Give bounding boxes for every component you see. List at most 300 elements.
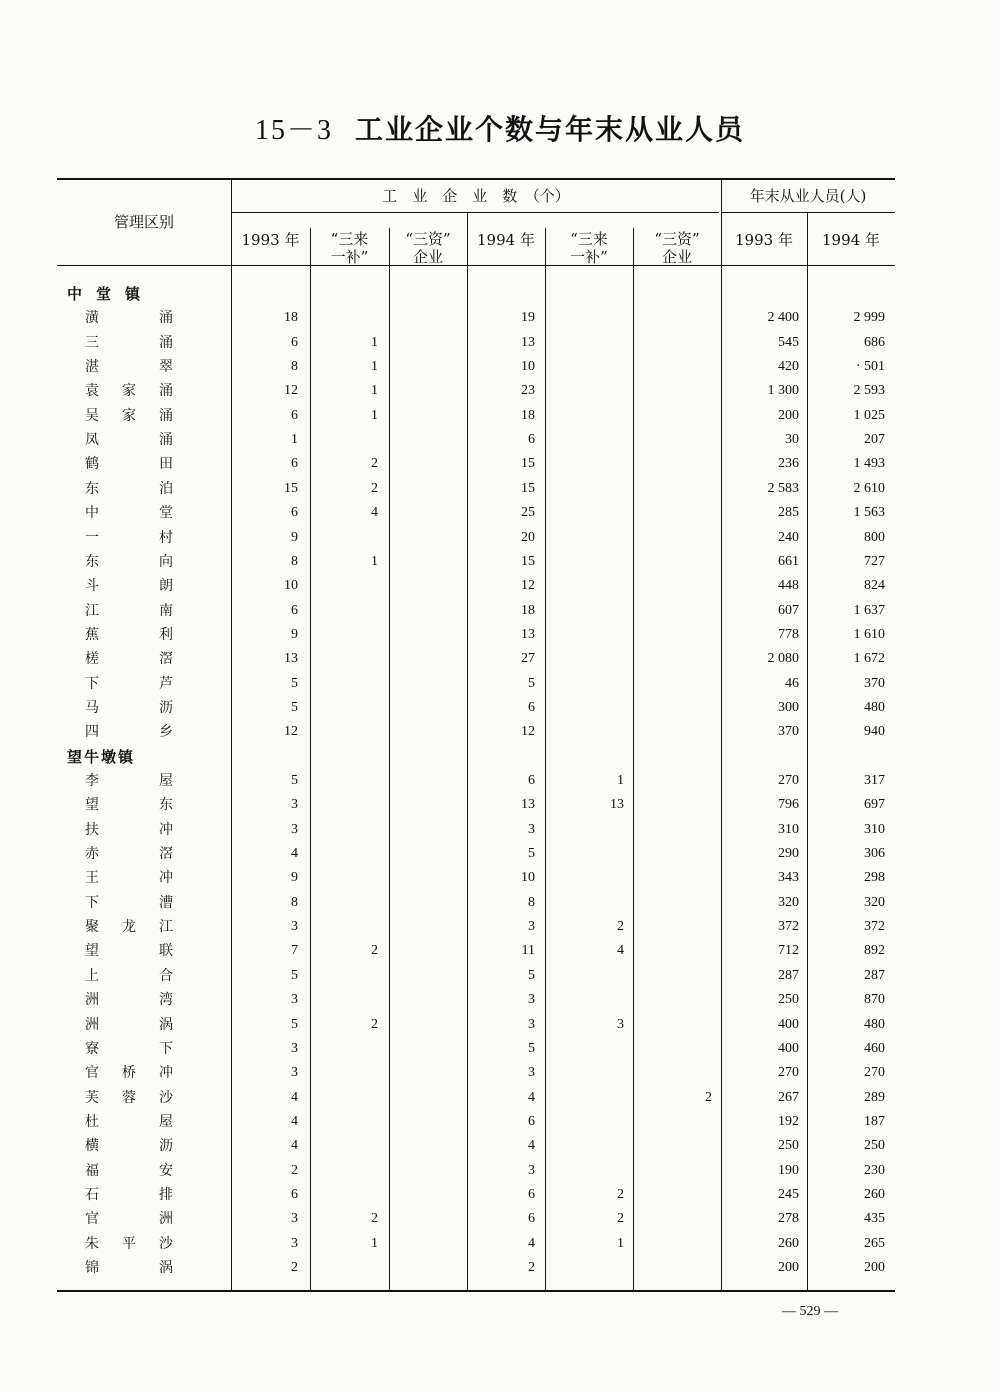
cell-e93: 6 bbox=[291, 407, 298, 423]
cell-e94: 13 bbox=[521, 334, 535, 350]
cell-e93: 2 bbox=[291, 1260, 298, 1275]
sanlai-1994-header bbox=[545, 230, 633, 266]
table-row bbox=[57, 404, 895, 428]
village-name-char: 涌 bbox=[159, 310, 173, 327]
cell-e93: 5 bbox=[291, 699, 298, 715]
village-name-char: 下 bbox=[85, 675, 99, 692]
cell-e93: 6 bbox=[291, 334, 298, 350]
cell-p93: 245 bbox=[778, 1186, 799, 1202]
table-row bbox=[57, 696, 895, 720]
village-name-char: 横 bbox=[85, 1138, 99, 1155]
cell-e93: 18 bbox=[284, 310, 298, 326]
cell-p93: 420 bbox=[778, 359, 799, 375]
employee-subheader-rule bbox=[721, 212, 895, 213]
cell-e93: 3 bbox=[291, 1040, 298, 1056]
cell-p93: 372 bbox=[778, 919, 799, 935]
cell-p93: 712 bbox=[778, 943, 799, 959]
cell-p93: 30 bbox=[785, 432, 799, 448]
table-row bbox=[57, 964, 895, 988]
cell-e94: 10 bbox=[521, 870, 535, 886]
cell-p93: 192 bbox=[778, 1113, 799, 1129]
village-name-char: 平 bbox=[122, 1235, 136, 1252]
page-title bbox=[0, 108, 1000, 148]
table-row bbox=[57, 501, 895, 525]
village-name-char: 翠 bbox=[159, 359, 173, 376]
village-name-char: 中 bbox=[85, 505, 99, 522]
cell-p94: 1 493 bbox=[853, 456, 885, 472]
cell-p94: 686 bbox=[864, 334, 885, 350]
cell-sz94: 2 bbox=[705, 1089, 712, 1105]
cell-p93: 400 bbox=[778, 1016, 799, 1032]
village-name-char: 滘 bbox=[159, 651, 173, 668]
sanzi-label-line1: “三资” bbox=[654, 230, 700, 248]
cell-p94: 270 bbox=[864, 1065, 885, 1081]
cell-e94: 10 bbox=[521, 359, 535, 375]
table-row bbox=[57, 574, 895, 598]
cell-e94: 3 bbox=[528, 821, 535, 837]
cell-p94: 320 bbox=[864, 894, 885, 910]
cell-e93: 15 bbox=[284, 480, 298, 496]
table-row bbox=[57, 623, 895, 647]
cell-sl93: 2 bbox=[371, 480, 378, 496]
cell-sl94: 13 bbox=[610, 797, 624, 813]
cell-e93: 9 bbox=[291, 626, 298, 642]
cell-p94: 892 bbox=[864, 943, 885, 959]
page-number: — 529 — bbox=[782, 1304, 838, 1319]
village-name bbox=[85, 964, 173, 988]
cell-p93: 2 583 bbox=[767, 480, 799, 496]
employees-1994-header: 1994 年 bbox=[822, 231, 880, 249]
village-name-char: 合 bbox=[159, 967, 173, 984]
cell-p94: 260 bbox=[864, 1186, 885, 1202]
cell-e93: 3 bbox=[291, 1235, 298, 1251]
cell-p94: 306 bbox=[864, 846, 885, 862]
cell-e93: 4 bbox=[291, 1089, 298, 1105]
cell-e94: 27 bbox=[521, 651, 535, 667]
cell-e94: 13 bbox=[521, 797, 535, 813]
cell-p94: 1 563 bbox=[853, 505, 885, 521]
cell-p94: 870 bbox=[864, 992, 885, 1008]
cell-e93: 9 bbox=[291, 529, 298, 545]
cell-p93: 300 bbox=[778, 699, 799, 715]
village-name-char: 涌 bbox=[159, 432, 173, 449]
village-name-char: 冲 bbox=[159, 870, 173, 887]
cell-e93: 5 bbox=[291, 675, 298, 691]
cell-e94: 18 bbox=[521, 602, 535, 618]
cell-p94: 265 bbox=[864, 1235, 885, 1251]
village-name-char: 洲 bbox=[85, 992, 99, 1009]
cell-e93: 8 bbox=[291, 553, 298, 569]
top-rule bbox=[57, 178, 895, 180]
cell-e94: 12 bbox=[521, 578, 535, 594]
village-name-char: 家 bbox=[122, 383, 136, 400]
table-number: 15－3 bbox=[254, 115, 333, 146]
table-row bbox=[57, 1232, 895, 1256]
village-name-char: 龙 bbox=[122, 919, 136, 936]
village-name bbox=[85, 574, 173, 598]
cell-p94: 2 593 bbox=[853, 383, 885, 399]
sanzi-label-line2: 企业 bbox=[412, 248, 443, 266]
village-name bbox=[85, 477, 173, 501]
village-name bbox=[85, 526, 173, 550]
header-bottom-rule bbox=[57, 265, 895, 266]
table-row bbox=[57, 1256, 895, 1280]
cell-p93: 1 300 bbox=[767, 383, 799, 399]
table-row bbox=[57, 331, 895, 355]
table-title: 工业企业个数与年末从业人员 bbox=[355, 113, 746, 146]
village-name bbox=[85, 647, 173, 671]
cell-p94: 480 bbox=[864, 699, 885, 715]
village-name-char: 赤 bbox=[85, 846, 99, 863]
cell-p94: 460 bbox=[864, 1040, 885, 1056]
village-name-char: 朗 bbox=[159, 578, 173, 595]
village-name-char: 沙 bbox=[159, 1089, 173, 1106]
village-name-char: 王 bbox=[85, 870, 99, 887]
cell-p93: 278 bbox=[778, 1211, 799, 1227]
cell-p94: 2 999 bbox=[853, 310, 885, 326]
village-name-char: 扶 bbox=[85, 821, 99, 838]
cell-e94: 3 bbox=[528, 919, 535, 935]
table-row bbox=[57, 769, 895, 793]
table-row bbox=[57, 915, 895, 939]
table-row bbox=[57, 306, 895, 330]
village-name-char: 聚 bbox=[85, 919, 99, 936]
village-name-char: 官 bbox=[85, 1065, 99, 1082]
cell-p94: 1 610 bbox=[853, 626, 885, 642]
cell-e93: 13 bbox=[284, 651, 298, 667]
village-name-char: 向 bbox=[159, 553, 173, 570]
cell-sl93: 1 bbox=[371, 1235, 378, 1251]
cell-p94: · 501 bbox=[855, 359, 885, 375]
cell-p93: 2 400 bbox=[767, 310, 799, 326]
cell-e94: 18 bbox=[521, 407, 535, 423]
cell-e93: 12 bbox=[284, 724, 298, 740]
village-name bbox=[85, 1159, 173, 1183]
cell-sl94: 2 bbox=[617, 1211, 624, 1227]
village-name-char: 洲 bbox=[159, 1211, 173, 1228]
cell-e94: 6 bbox=[528, 699, 535, 715]
cell-p93: 270 bbox=[778, 773, 799, 788]
table-row bbox=[57, 1183, 895, 1207]
town-row bbox=[57, 282, 895, 306]
cell-sl93: 1 bbox=[371, 334, 378, 350]
village-name bbox=[85, 1232, 173, 1256]
cell-e93: 3 bbox=[291, 992, 298, 1008]
table-row bbox=[57, 379, 895, 403]
cell-p93: 2 080 bbox=[767, 651, 799, 667]
table-row bbox=[57, 452, 895, 476]
cell-sl94: 2 bbox=[617, 919, 624, 935]
cell-e94: 12 bbox=[521, 724, 535, 740]
cell-e93: 3 bbox=[291, 919, 298, 935]
cell-e94: 11 bbox=[521, 943, 535, 959]
village-name bbox=[85, 842, 173, 866]
cell-e93: 3 bbox=[291, 821, 298, 837]
enterprise-subheader-rule bbox=[231, 212, 719, 213]
cell-p94: 187 bbox=[864, 1113, 885, 1129]
cell-e93: 9 bbox=[291, 870, 298, 886]
cell-p94: 250 bbox=[864, 1138, 885, 1154]
village-name-char: 涡 bbox=[159, 1260, 173, 1276]
cell-p94: 1 637 bbox=[853, 602, 885, 618]
village-name-char: 联 bbox=[159, 943, 173, 960]
cell-e93: 3 bbox=[291, 797, 298, 813]
table-row bbox=[57, 550, 895, 574]
village-name-char: 滘 bbox=[159, 846, 173, 863]
region-header: 管理区别 bbox=[113, 213, 174, 231]
statistics-table bbox=[57, 178, 895, 1292]
village-name-char: 锦 bbox=[85, 1260, 99, 1276]
cell-e94: 20 bbox=[521, 529, 535, 545]
sanlai-label-line2: 一补” bbox=[570, 248, 608, 266]
village-name bbox=[85, 720, 173, 744]
cell-p93: 190 bbox=[778, 1162, 799, 1178]
village-name bbox=[85, 550, 173, 574]
village-name-char: 冲 bbox=[159, 821, 173, 838]
cell-p93: 200 bbox=[778, 407, 799, 423]
cell-e93: 4 bbox=[291, 1138, 298, 1154]
cell-e93: 2 bbox=[291, 1162, 298, 1178]
cell-e94: 6 bbox=[528, 1211, 535, 1227]
cell-e94: 4 bbox=[528, 1138, 535, 1154]
cell-e93: 5 bbox=[291, 1016, 298, 1032]
village-name-char: 利 bbox=[159, 626, 173, 643]
cell-e94: 15 bbox=[521, 456, 535, 472]
village-name-char: 江 bbox=[159, 919, 173, 936]
cell-p94: 200 bbox=[864, 1260, 885, 1275]
cell-p93: 287 bbox=[778, 967, 799, 983]
cell-p94: 310 bbox=[864, 821, 885, 837]
cell-p93: 200 bbox=[778, 1260, 799, 1275]
cell-p93: 400 bbox=[778, 1040, 799, 1056]
cell-p93: 320 bbox=[778, 894, 799, 910]
cell-sl94: 4 bbox=[617, 943, 624, 959]
village-name-char: 官 bbox=[85, 1211, 99, 1228]
village-name bbox=[85, 1013, 173, 1037]
table-row bbox=[57, 939, 895, 963]
village-name bbox=[85, 331, 173, 355]
table-row bbox=[57, 1110, 895, 1134]
village-name-char: 泊 bbox=[159, 480, 173, 497]
cell-p93: 607 bbox=[778, 602, 799, 618]
village-name-char: 南 bbox=[159, 602, 173, 619]
cell-e93: 6 bbox=[291, 456, 298, 472]
cell-p94: 940 bbox=[864, 724, 885, 740]
village-name-char: 村 bbox=[159, 529, 173, 546]
village-name bbox=[85, 1110, 173, 1134]
table-row bbox=[57, 793, 895, 817]
village-name bbox=[85, 379, 173, 403]
village-name-char: 芦 bbox=[159, 675, 173, 692]
cell-sl93: 2 bbox=[371, 943, 378, 959]
employees-header: 年末从业人员(人) bbox=[749, 187, 867, 205]
village-name-char: 望 bbox=[85, 943, 99, 960]
cell-p93: 545 bbox=[778, 334, 799, 350]
village-name-char: 堂 bbox=[159, 505, 173, 522]
cell-sl94: 3 bbox=[617, 1016, 624, 1032]
village-name bbox=[85, 306, 173, 330]
cell-sl93: 1 bbox=[371, 359, 378, 375]
village-name-char: 冲 bbox=[159, 1065, 173, 1082]
village-name-char: 石 bbox=[85, 1186, 99, 1203]
cell-e94: 6 bbox=[528, 432, 535, 448]
cell-p94: 207 bbox=[864, 432, 885, 448]
village-name-char: 上 bbox=[85, 967, 99, 984]
cell-e94: 5 bbox=[528, 967, 535, 983]
village-name-char: 东 bbox=[85, 480, 99, 497]
cell-p93: 250 bbox=[778, 1138, 799, 1154]
village-name-char: 沥 bbox=[159, 1138, 173, 1155]
village-name-char: 江 bbox=[85, 602, 99, 619]
village-name-char: 田 bbox=[159, 456, 173, 473]
village-name bbox=[85, 452, 173, 476]
cell-e93: 6 bbox=[291, 1186, 298, 1202]
village-name bbox=[85, 1037, 173, 1061]
village-name-char: 鹤 bbox=[85, 456, 99, 473]
cell-e93: 5 bbox=[291, 967, 298, 983]
enterprise-count-header: 工 业 企 业 数 （个） bbox=[382, 187, 570, 205]
village-name-char: 杜 bbox=[85, 1113, 99, 1130]
cell-p94: 370 bbox=[864, 675, 885, 691]
cell-e93: 7 bbox=[291, 943, 298, 959]
cell-p93: 796 bbox=[778, 797, 799, 813]
cell-e94: 4 bbox=[528, 1089, 535, 1105]
sanzi-label-line2: 企业 bbox=[661, 248, 692, 266]
cell-e93: 5 bbox=[291, 773, 298, 788]
enterprise-1994-header: 1994 年 bbox=[477, 231, 535, 249]
cell-p94: 230 bbox=[864, 1162, 885, 1178]
cell-p93: 778 bbox=[778, 626, 799, 642]
village-name-char: 涌 bbox=[159, 407, 173, 424]
table-row bbox=[57, 477, 895, 501]
employees-1993-header: 1993 年 bbox=[735, 231, 793, 249]
village-name-char: 下 bbox=[159, 1040, 173, 1057]
table-row bbox=[57, 818, 895, 842]
cell-p94: 800 bbox=[864, 529, 885, 545]
village-name-char: 潢 bbox=[85, 310, 99, 327]
village-name-char: 袁 bbox=[85, 383, 99, 400]
cell-e93: 4 bbox=[291, 1113, 298, 1129]
village-name bbox=[85, 355, 173, 379]
village-name bbox=[85, 599, 173, 623]
village-name-char: 李 bbox=[85, 773, 99, 789]
cell-sl93: 4 bbox=[371, 505, 378, 521]
cell-e94: 5 bbox=[528, 846, 535, 862]
village-name bbox=[85, 1256, 173, 1280]
cell-e93: 6 bbox=[291, 505, 298, 521]
cell-p94: 372 bbox=[864, 919, 885, 935]
village-name bbox=[85, 672, 173, 696]
cell-p93: 250 bbox=[778, 992, 799, 1008]
village-name bbox=[85, 866, 173, 890]
table-row bbox=[57, 988, 895, 1012]
table-row bbox=[57, 720, 895, 744]
bottom-rule bbox=[57, 1290, 895, 1292]
village-name-char: 下 bbox=[85, 894, 99, 911]
sanzi-label-line1: “三资” bbox=[405, 230, 451, 248]
cell-sl93: 2 bbox=[371, 456, 378, 472]
sanlai-label-line2: 一补” bbox=[330, 248, 369, 266]
village-name bbox=[85, 793, 173, 817]
cell-p93: 285 bbox=[778, 505, 799, 521]
table-row bbox=[57, 1207, 895, 1231]
village-name bbox=[85, 939, 173, 963]
village-name-char: 朱 bbox=[85, 1235, 99, 1252]
village-name bbox=[85, 696, 173, 720]
village-name bbox=[85, 988, 173, 1012]
village-name-char: 排 bbox=[159, 1186, 173, 1203]
cell-sl93: 1 bbox=[371, 383, 378, 399]
cell-e93: 8 bbox=[291, 359, 298, 375]
village-name bbox=[85, 1134, 173, 1158]
cell-e93: 6 bbox=[291, 602, 298, 618]
town-name: 望牛墩镇 bbox=[67, 747, 136, 766]
sanlai-1993-header bbox=[310, 230, 389, 266]
town-row bbox=[57, 745, 895, 769]
cell-e94: 13 bbox=[521, 626, 535, 642]
cell-p94: 317 bbox=[864, 773, 885, 788]
table-row bbox=[57, 355, 895, 379]
sanlai-label-line1: “三来 bbox=[330, 230, 369, 248]
village-name-char: 东 bbox=[159, 797, 173, 814]
cell-sl93: 1 bbox=[371, 407, 378, 423]
village-name-char: 家 bbox=[122, 407, 136, 424]
village-name-char: 三 bbox=[85, 334, 99, 351]
village-name bbox=[85, 623, 173, 647]
village-name-char: 一 bbox=[85, 529, 99, 546]
cell-p94: 1 025 bbox=[853, 407, 885, 423]
cell-p93: 267 bbox=[778, 1089, 799, 1105]
village-name-char: 四 bbox=[85, 724, 99, 741]
cell-sl94: 1 bbox=[617, 1235, 624, 1251]
table-row bbox=[57, 428, 895, 452]
cell-e94: 2 bbox=[528, 1260, 535, 1275]
cell-p94: 727 bbox=[864, 553, 885, 569]
village-name-char: 斗 bbox=[85, 578, 99, 595]
cell-p94: 480 bbox=[864, 1016, 885, 1032]
village-name bbox=[85, 915, 173, 939]
table-row bbox=[57, 672, 895, 696]
cell-p94: 1 672 bbox=[853, 651, 885, 667]
table-row bbox=[57, 1086, 895, 1110]
village-name bbox=[85, 404, 173, 428]
village-name-char: 寮 bbox=[85, 1040, 99, 1057]
cell-e94: 23 bbox=[521, 383, 535, 399]
village-name-char: 湛 bbox=[85, 359, 99, 376]
cell-e94: 6 bbox=[528, 773, 535, 788]
village-name-char: 涌 bbox=[159, 383, 173, 400]
cell-e94: 15 bbox=[521, 553, 535, 569]
table-row bbox=[57, 1013, 895, 1037]
village-name-char: 涌 bbox=[159, 334, 173, 351]
cell-p93: 343 bbox=[778, 870, 799, 886]
village-name-char: 涡 bbox=[159, 1016, 173, 1033]
village-name-char: 沥 bbox=[159, 699, 173, 716]
table-row bbox=[57, 1159, 895, 1183]
cell-p94: 435 bbox=[864, 1211, 885, 1227]
village-name-char: 沙 bbox=[159, 1235, 173, 1252]
cell-e93: 3 bbox=[291, 1211, 298, 1227]
table-row bbox=[57, 1061, 895, 1085]
table-row bbox=[57, 1037, 895, 1061]
village-name bbox=[85, 501, 173, 525]
cell-e93: 4 bbox=[291, 846, 298, 862]
cell-e94: 3 bbox=[528, 992, 535, 1008]
enterprise-1993-header: 1993 年 bbox=[241, 231, 300, 249]
village-name bbox=[85, 1207, 173, 1231]
cell-p93: 448 bbox=[778, 578, 799, 594]
cell-e94: 6 bbox=[528, 1186, 535, 1202]
